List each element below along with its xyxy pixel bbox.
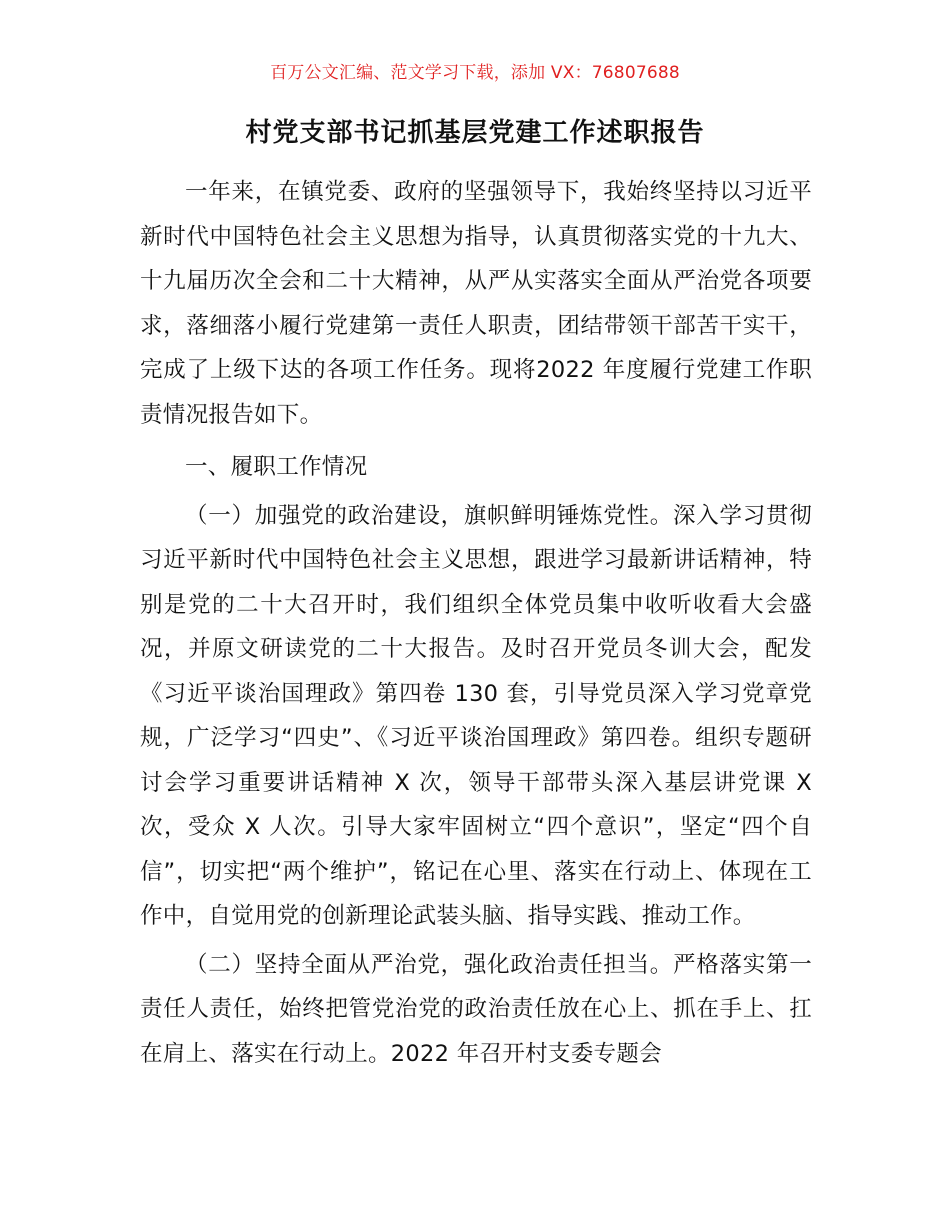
header-note: 百万公文汇编、范文学习下载，添加 VX：76807688 bbox=[270, 63, 680, 83]
document-title: 村党支部书记抓基层党建工作述职报告 bbox=[245, 118, 705, 148]
item-paragraph-1: （一）加强党的政治建设，旗帜鲜明锤炼党性。深入学习贯彻习近平新时代中国特色社会主义思想，跟进学习最新讲话精神，特别是党的二十大召开时，我们组织全体党员集中收听收看大会盛况，并原文研读党的二十大报告。及时召开党员冬训大会，配发《习近平谈治国理政》第四卷 130 套，引导党员深入学习党章党规，广泛学习“四史”、《习近平谈治国理政》第四卷。组织专题研讨会学习重要讲话精神 X 次，领导干部带头深入基层讲党课 X 次，受众 X 人次。引导大家牢固树立“四个意识”，坚定“四个自信”，切实把“两个维护”，铭记在心里、落实在行动上、体现在工作中，自觉用党的创新理论武装头脑、指导实践、推动工作。 bbox=[140, 502, 812, 929]
section-heading-1: 一、履职工作情况 bbox=[185, 454, 368, 480]
item-paragraph-2: （二）坚持全面从严治党，强化政治责任担当。严格落实第一责任人责任，始终把管党治党的政治责任放在心上、抓在手上、扛在肩上、落实在行动上。2022 年召开村支委专题会 bbox=[140, 951, 812, 1067]
document-body bbox=[140, 170, 812, 1076]
intro-paragraph: 一年来，在镇党委、政府的坚强领导下，我始终坚持以习近平新时代中国特色社会主义思想为指导，认真贯彻落实党的十九大、十九届历次全会和二十大精神，从严从实落实全面从严治党各项要求，落细落小履行党建第一责任人职责，团结带领干部苦干实干，完成了上级下达的各项工作任务。现将2022 年度履行党建工作职责情况报告如下。 bbox=[140, 179, 812, 428]
